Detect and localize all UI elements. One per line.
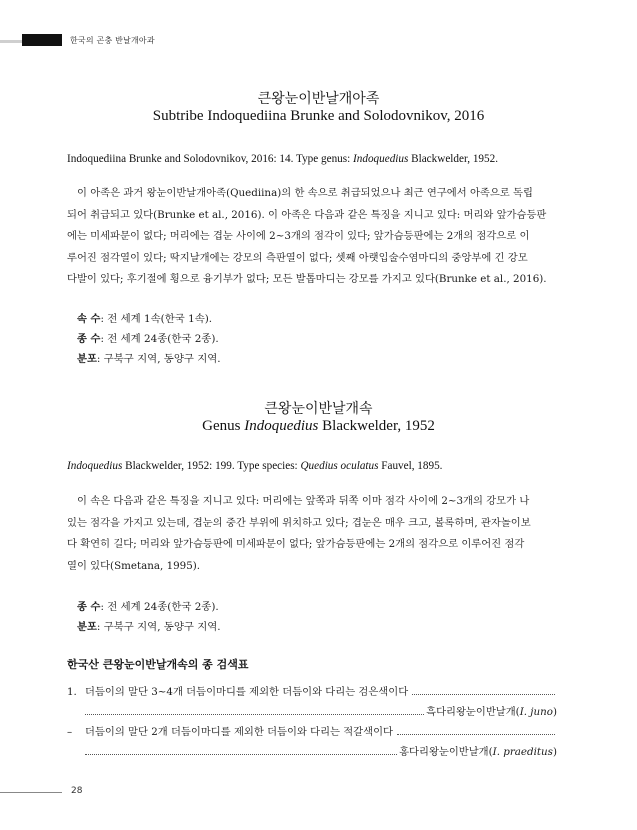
citation-text: Indoquediina Brunke and Solodovnikov, 2016: 14. Type genus:: [67, 153, 354, 165]
paragraph-line: 이 아족은 과거 왕눈이반날개아족(Quediina)의 한 속으로 취급되었으나 최근 연구에서 아족으로 독립: [77, 187, 533, 199]
genus-title-name: Indoquedius: [244, 418, 319, 434]
citation-author: Fauvel, 1895.: [378, 460, 443, 472]
stat-distribution: [77, 618, 221, 633]
citation-genus: Indoquedius: [353, 153, 409, 165]
leader-dots: [412, 694, 555, 695]
stat-label: 종 수: [77, 333, 101, 345]
key-number: –: [67, 726, 73, 738]
key-couplet: [67, 683, 557, 698]
subtribe-title-english: Subtribe Indoquediina Brunke and Solodovnikov, 2016: [152, 108, 485, 124]
stat-species-count: [77, 598, 219, 613]
stat-value: : 전 세계 24종(한국 2종).: [100, 333, 219, 345]
stat-genus-count: [77, 310, 212, 325]
subtribe-title-korean: 큰왕눈이반날개아족: [257, 91, 380, 107]
stat-label: 분포: [77, 621, 97, 633]
key-number: 1.: [67, 686, 77, 698]
stat-value: : 전 세계 24종(한국 2종).: [100, 601, 219, 613]
running-header: 한국의 곤충 반날개아과: [70, 36, 155, 45]
paragraph-line: 다 확연히 길다; 머리와 앞가슴등판에 미세파문이 없다; 앞가슴등판에는 2개의 점각으로 이루어진 점각: [67, 538, 525, 550]
citation-author: Blackwelder, 1952.: [408, 153, 498, 165]
citation-text: Blackwelder, 1952: 199. Type species:: [122, 460, 301, 472]
paragraph-line: 다발이 있다; 후기절에 횡으로 융기부가 없다; 모든 발톱마디는 강모를 가지고 있다(Brunke et al., 2016).: [67, 273, 547, 285]
paragraph-line: 열이 있다(Smetana, 1995).: [67, 559, 201, 572]
footer-rule: [0, 792, 62, 793]
leader-dots: [85, 754, 397, 755]
genus-title-english: [0, 418, 637, 435]
key-statement: 더듬이의 말단 2개 더듬이마디를 제외한 더듬이와 다리는 적갈색이다: [85, 726, 393, 738]
header-block: [22, 34, 62, 46]
paragraph-line: 이 속은 다음과 같은 특징을 지니고 있다: 머리에는 앞쪽과 뒤쪽 이마 점각 사이에 2~3개의 강모가 나: [77, 495, 530, 507]
genus-description: [67, 491, 567, 577]
genus-title-korean: 큰왕눈이반날개속: [264, 401, 373, 417]
species-key-heading: 한국산 큰왕눈이반날개속의 종 검색표: [67, 658, 249, 671]
result-species: I. praeditus: [492, 746, 553, 758]
stat-value: : 구북구 지역, 동양구 지역.: [96, 621, 221, 633]
key-result: [67, 703, 557, 718]
genus-citation: [67, 460, 567, 472]
result-common-name: 흑다리왕눈이반날개(: [426, 706, 520, 718]
paragraph-line: 루어진 점각열이 있다; 딱지날개에는 강모의 측판열이 없다; 셋째 아랫입술수염마디의 중앙부에 긴 강모: [67, 251, 528, 264]
stat-label: 속 수: [77, 313, 101, 325]
paragraph-line: 에는 미세파문이 없다; 머리에는 겹눈 사이에 2~3개의 점각이 있다; 앞가슴등판에는 2개의 점각으로 이: [67, 230, 530, 242]
result-common-name: 홍다리왕눈이반날개(: [399, 746, 493, 758]
genus-title-author: Blackwelder, 1952: [318, 418, 435, 434]
paragraph-line: 되어 취급되고 있다(Brunke et al., 2016). 이 아족은 다음과 같은 특징을 지니고 있다: 머리와 앞가슴등판: [67, 208, 547, 221]
key-couplet: [67, 723, 557, 738]
stat-label: 종 수: [77, 601, 101, 613]
genus-title-prefix: Genus: [202, 418, 245, 434]
key-statement: 더듬이의 말단 3~4개 더듬이마디를 제외한 더듬이와 다리는 검은색이다: [85, 686, 409, 698]
citation-species: Quedius oculatus: [300, 460, 379, 472]
key-result: [67, 743, 557, 758]
result-close: ): [552, 706, 557, 718]
stat-value: : 전 세계 1속(한국 1속).: [100, 313, 213, 325]
stat-value: : 구북구 지역, 동양구 지역.: [96, 353, 221, 365]
result-close: ): [552, 746, 557, 758]
leader-dots: [85, 714, 424, 715]
paragraph-line: 있는 점각을 가지고 있는데, 겹눈의 중간 부위에 위치하고 있다; 겹눈은 매우 크고, 볼록하며, 관자놀이보: [67, 516, 531, 529]
leader-dots: [397, 734, 555, 735]
stat-label: 분포: [77, 353, 97, 365]
page-number: 28: [71, 786, 83, 796]
citation-genus: Indoquedius: [67, 460, 123, 472]
stat-species-count: [77, 330, 219, 345]
subtribe-description: [67, 183, 567, 291]
subtribe-citation: [67, 153, 567, 165]
stat-distribution: [77, 350, 221, 365]
result-species: I. juno: [519, 706, 553, 718]
header-rule: [0, 40, 22, 43]
